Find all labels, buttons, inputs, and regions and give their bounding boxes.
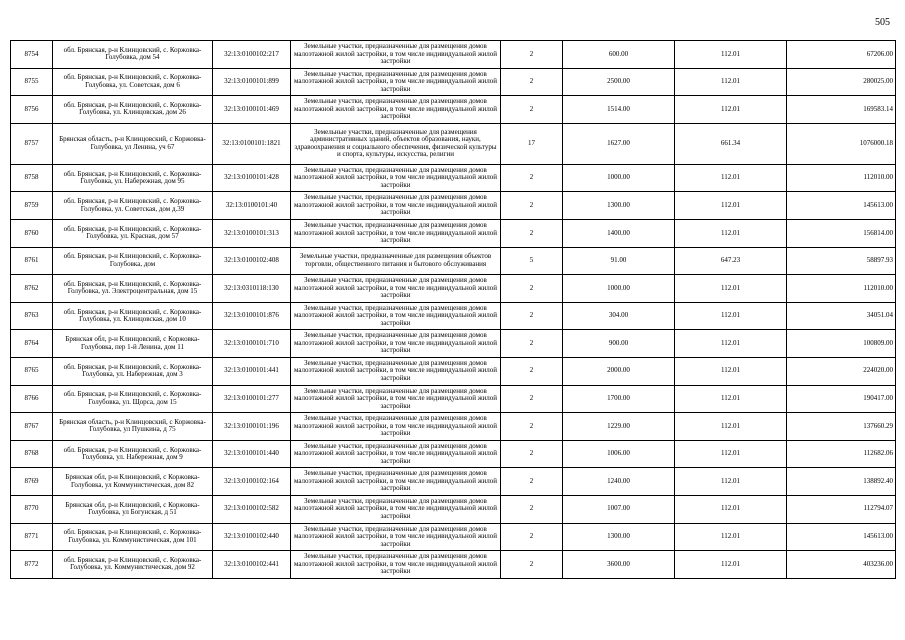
address-cell: Брянская обл, р-н Клинцовский, с Коржовка-Голубовка, пер 1-й Ленина, дом 11: [53, 330, 213, 358]
table-row: [11, 551, 896, 579]
use-code-cell: 2: [501, 164, 563, 192]
cadastral-number-cell: 32:13:0100102:441: [213, 551, 291, 579]
row-number: 8765: [11, 357, 53, 385]
area-cell: 1240.00: [563, 468, 675, 496]
land-use-cell: Земельные участки, предназначенные для размещения домов малоэтажной жилой застройки, в том числе индивидуальной жилой застройки: [291, 219, 501, 247]
specific-value-cell: 112.01: [675, 551, 787, 579]
table-row: [11, 275, 896, 303]
cadastral-number-cell: 32:13:0100101:196: [213, 413, 291, 441]
use-code-cell: 2: [501, 551, 563, 579]
area-cell: 3600.00: [563, 551, 675, 579]
specific-value-cell: 647.23: [675, 247, 787, 275]
table-row: [11, 495, 896, 523]
table-row: [11, 302, 896, 330]
row-number: 8763: [11, 302, 53, 330]
cadastral-value-cell: 58897.93: [787, 247, 896, 275]
address-cell: обл. Брянская, р-н Клинцовский, с. Коржовка-Голубовка, ул. Щорса, дом 15: [53, 385, 213, 413]
area-cell: 1000.00: [563, 275, 675, 303]
row-number: 8764: [11, 330, 53, 358]
specific-value-cell: 112.01: [675, 330, 787, 358]
land-use-cell: Земельные участки, предназначенные для размещения домов малоэтажной жилой застройки, в том числе индивидуальной жилой застройки: [291, 523, 501, 551]
table-row: [11, 468, 896, 496]
use-code-cell: 2: [501, 41, 563, 69]
specific-value-cell: 112.01: [675, 468, 787, 496]
cadastral-value-cell: 137660.29: [787, 413, 896, 441]
specific-value-cell: 112.01: [675, 68, 787, 96]
cadastral-value-cell: 67206.00: [787, 41, 896, 69]
specific-value-cell: 112.01: [675, 357, 787, 385]
row-number: 8759: [11, 192, 53, 220]
address-cell: обл. Брянская, р-н Клинцовский, с. Коржовка-Голубовка, ул. Советская, дом 6: [53, 68, 213, 96]
cadastral-number-cell: 32:13:0100102:440: [213, 523, 291, 551]
specific-value-cell: 112.01: [675, 495, 787, 523]
specific-value-cell: 112.01: [675, 96, 787, 124]
row-number: 8768: [11, 440, 53, 468]
cadastral-number-cell: 32:13:0100101:469: [213, 96, 291, 124]
use-code-cell: 2: [501, 495, 563, 523]
address-cell: Брянская обл, р-н Клинцовский, с Коржовка-Голубовка, ул Богунская, д 51: [53, 495, 213, 523]
cadastral-number-cell: 32:13:0100101:277: [213, 385, 291, 413]
land-use-cell: Земельные участки, предназначенные для размещения объектов торговли, общественного питания и бытового обслуживания: [291, 247, 501, 275]
row-number: 8771: [11, 523, 53, 551]
use-code-cell: 2: [501, 330, 563, 358]
table-row: [11, 523, 896, 551]
table-row: [11, 440, 896, 468]
cadastral-value-cell: 112010.00: [787, 275, 896, 303]
cadastral-number-cell: 32:13:0100102:217: [213, 41, 291, 69]
specific-value-cell: 112.01: [675, 164, 787, 192]
land-use-cell: Земельные участки, предназначенные для размещения домов малоэтажной жилой застройки, в том числе индивидуальной жилой застройки: [291, 440, 501, 468]
table-row: [11, 68, 896, 96]
specific-value-cell: 112.01: [675, 192, 787, 220]
address-cell: обл. Брянская, р-н Клинцовский, с. Коржовка-Голубовка, дом: [53, 247, 213, 275]
address-cell: обл. Брянская, р-н Клинцовский, с. Коржовка-Голубовка, ул. Набережная, дом 95: [53, 164, 213, 192]
row-number: 8762: [11, 275, 53, 303]
area-cell: 1514.00: [563, 96, 675, 124]
land-use-cell: Земельные участки, предназначенные для размещения домов малоэтажной жилой застройки, в том числе индивидуальной жилой застройки: [291, 68, 501, 96]
land-use-cell: Земельные участки, предназначенные для размещения домов малоэтажной жилой застройки, в том числе индивидуальной жилой застройки: [291, 275, 501, 303]
land-use-cell: Земельные участки, предназначенные для размещения домов малоэтажной жилой застройки, в том числе индивидуальной жилой застройки: [291, 468, 501, 496]
row-number: 8760: [11, 219, 53, 247]
cadastral-value-cell: 403236.00: [787, 551, 896, 579]
address-cell: Брянская область, р-н Клинцовский, с Коржовка-Голубовка, ул Пушкина, д 75: [53, 413, 213, 441]
land-use-cell: Земельные участки, предназначенные для размещения домов малоэтажной жилой застройки, в том числе индивидуальной жилой застройки: [291, 330, 501, 358]
use-code-cell: 2: [501, 68, 563, 96]
cadastral-number-cell: 32:13:0100101:428: [213, 164, 291, 192]
table-row: [11, 385, 896, 413]
cadastral-number-cell: 32:13:0100101:899: [213, 68, 291, 96]
specific-value-cell: 661.34: [675, 123, 787, 164]
land-use-cell: Земельные участки, предназначенные для размещения домов малоэтажной жилой застройки, в том числе индивидуальной жилой застройки: [291, 495, 501, 523]
cadastral-value-cell: 224020.00: [787, 357, 896, 385]
area-cell: 1000.00: [563, 164, 675, 192]
specific-value-cell: 112.01: [675, 302, 787, 330]
land-use-cell: Земельные участки, предназначенные для размещения домов малоэтажной жилой застройки, в том числе индивидуальной жилой застройки: [291, 551, 501, 579]
cadastral-value-cell: 280025.00: [787, 68, 896, 96]
specific-value-cell: 112.01: [675, 385, 787, 413]
cadastral-value-cell: 145613.00: [787, 523, 896, 551]
area-cell: 304.00: [563, 302, 675, 330]
cadastral-value-cell: 190417.00: [787, 385, 896, 413]
cadastral-number-cell: 32:13:0100101:440: [213, 440, 291, 468]
table-row: [11, 219, 896, 247]
table-row: [11, 330, 896, 358]
use-code-cell: 2: [501, 523, 563, 551]
address-cell: обл. Брянская, р-н Клинцовский, с. Коржовка-Голубовка, ул. Клинцовская, дом 26: [53, 96, 213, 124]
land-use-cell: Земельные участки, предназначенные для размещения домов малоэтажной жилой застройки, в том числе индивидуальной жилой застройки: [291, 96, 501, 124]
cadastral-value-cell: 112010.00: [787, 164, 896, 192]
row-number: 8769: [11, 468, 53, 496]
cadastral-number-cell: 32:13:0100101:40: [213, 192, 291, 220]
cadastral-value-cell: 100809.00: [787, 330, 896, 358]
area-cell: 1229.00: [563, 413, 675, 441]
row-number: 8756: [11, 96, 53, 124]
area-cell: 1300.00: [563, 523, 675, 551]
area-cell: 900.00: [563, 330, 675, 358]
land-use-cell: Земельные участки, предназначенные для размещения домов малоэтажной жилой застройки, в том числе индивидуальной жилой застройки: [291, 385, 501, 413]
area-cell: 91.00: [563, 247, 675, 275]
row-number: 8767: [11, 413, 53, 441]
specific-value-cell: 112.01: [675, 523, 787, 551]
row-number: 8754: [11, 41, 53, 69]
row-number: 8757: [11, 123, 53, 164]
table-row: [11, 96, 896, 124]
land-use-cell: Земельные участки, предназначенные для размещения домов малоэтажной жилой застройки, в том числе индивидуальной жилой застройки: [291, 357, 501, 385]
address-cell: обл. Брянская, р-н Клинцовский, с. Коржовка-Голубовка, ул. Красная, дом 57: [53, 219, 213, 247]
cadastral-value-cell: 156814.00: [787, 219, 896, 247]
area-cell: 1006.00: [563, 440, 675, 468]
cadastral-value-cell: 169583.14: [787, 96, 896, 124]
row-number: 8770: [11, 495, 53, 523]
use-code-cell: 2: [501, 440, 563, 468]
use-code-cell: 2: [501, 275, 563, 303]
use-code-cell: 2: [501, 192, 563, 220]
cadastral-value-cell: 112794.07: [787, 495, 896, 523]
cadastral-number-cell: 32:13:0100102:582: [213, 495, 291, 523]
specific-value-cell: 112.01: [675, 219, 787, 247]
area-cell: 2000.00: [563, 357, 675, 385]
cadastral-value-table: [10, 40, 896, 579]
table-row: [11, 164, 896, 192]
specific-value-cell: 112.01: [675, 413, 787, 441]
area-cell: 1700.00: [563, 385, 675, 413]
row-number: 8755: [11, 68, 53, 96]
land-use-cell: Земельные участки, предназначенные для размещения домов малоэтажной жилой застройки, в том числе индивидуальной жилой застройки: [291, 302, 501, 330]
cadastral-number-cell: 32:13:0310118:130: [213, 275, 291, 303]
address-cell: обл. Брянская, р-н Клинцовский, с. Коржовка-Голубовка, ул. Советская, дом д.39: [53, 192, 213, 220]
land-use-cell: Земельные участки, предназначенные для размещения домов малоэтажной жилой застройки, в том числе индивидуальной жилой застройки: [291, 192, 501, 220]
page-number: 505: [875, 17, 890, 28]
address-cell: обл. Брянская, р-н Клинцовский, с. Коржовка-Голубовка, ул. Коммунистическая, дом 92: [53, 551, 213, 579]
area-cell: 1300.00: [563, 192, 675, 220]
cadastral-number-cell: 32:13:0100101:441: [213, 357, 291, 385]
specific-value-cell: 112.01: [675, 41, 787, 69]
land-use-cell: Земельные участки, предназначенные для размещения домов малоэтажной жилой застройки, в том числе индивидуальной жилой застройки: [291, 413, 501, 441]
table-row: [11, 247, 896, 275]
land-use-cell: Земельные участки, предназначенные для размещения домов малоэтажной жилой застройки, в том числе индивидуальной жилой застройки: [291, 41, 501, 69]
use-code-cell: 2: [501, 96, 563, 124]
cadastral-number-cell: 32:13:0100101:313: [213, 219, 291, 247]
area-cell: 1627.00: [563, 123, 675, 164]
cadastral-number-cell: 32:13:0100102:164: [213, 468, 291, 496]
use-code-cell: 17: [501, 123, 563, 164]
cadastral-value-cell: 34051.04: [787, 302, 896, 330]
row-number: 8772: [11, 551, 53, 579]
cadastral-value-cell: 112682.06: [787, 440, 896, 468]
use-code-cell: 2: [501, 302, 563, 330]
use-code-cell: 2: [501, 357, 563, 385]
land-use-cell: Земельные участки, предназначенные для размещения административных зданий, объектов образования, науки, здравоохранения и социального обеспечения, физической культуры и спорта, культуры, искусства, религии: [291, 123, 501, 164]
specific-value-cell: 112.01: [675, 275, 787, 303]
table-row: [11, 192, 896, 220]
address-cell: обл. Брянская, р-н Клинцовский, с. Коржовка-Голубовка, ул. Электроцентральная, дом 15: [53, 275, 213, 303]
area-cell: 600.00: [563, 41, 675, 69]
use-code-cell: 5: [501, 247, 563, 275]
table-row: [11, 413, 896, 441]
table-body: [11, 41, 896, 579]
use-code-cell: 2: [501, 468, 563, 496]
cadastral-value-cell: 138892.40: [787, 468, 896, 496]
table-row: [11, 41, 896, 69]
cadastral-number-cell: 32:13:0100102:408: [213, 247, 291, 275]
address-cell: Брянская область, р-н Клинцовский, с Коржовка-Голубовка, ул Ленина, уч 67: [53, 123, 213, 164]
area-cell: 1400.00: [563, 219, 675, 247]
address-cell: Брянская обл, р-н Клинцовский, с Коржовка-Голубовка, ул Коммунистическая, дом 82: [53, 468, 213, 496]
cadastral-value-cell: 1076000.18: [787, 123, 896, 164]
table-row: [11, 123, 896, 164]
area-cell: 1007.00: [563, 495, 675, 523]
table-row: [11, 357, 896, 385]
address-cell: обл. Брянская, р-н Клинцовский, с. Коржовка-Голубовка, ул. Набережная, дом 9: [53, 440, 213, 468]
address-cell: обл. Брянская, р-н Клинцовский, с. Коржовка-Голубовка, ул. Коммунистическая, дом 101: [53, 523, 213, 551]
address-cell: обл. Брянская, р-н Клинцовский, с. Коржовка-Голубовка, дом 54: [53, 41, 213, 69]
use-code-cell: 2: [501, 385, 563, 413]
use-code-cell: 2: [501, 219, 563, 247]
address-cell: обл. Брянская, р-н Клинцовский, с. Коржовка-Голубовка, ул. Набережная, дом 3: [53, 357, 213, 385]
cadastral-number-cell: 32:13:0100101:1821: [213, 123, 291, 164]
cadastral-value-cell: 145613.00: [787, 192, 896, 220]
address-cell: обл. Брянская, р-н Клинцовский, с. Коржовка-Голубовка, ул. Клинцовская, дом 10: [53, 302, 213, 330]
cadastral-number-cell: 32:13:0100101:710: [213, 330, 291, 358]
specific-value-cell: 112.01: [675, 440, 787, 468]
land-use-cell: Земельные участки, предназначенные для размещения домов малоэтажной жилой застройки, в том числе индивидуальной жилой застройки: [291, 164, 501, 192]
row-number: 8758: [11, 164, 53, 192]
use-code-cell: 2: [501, 413, 563, 441]
row-number: 8761: [11, 247, 53, 275]
area-cell: 2500.00: [563, 68, 675, 96]
row-number: 8766: [11, 385, 53, 413]
cadastral-number-cell: 32:13:0100101:876: [213, 302, 291, 330]
